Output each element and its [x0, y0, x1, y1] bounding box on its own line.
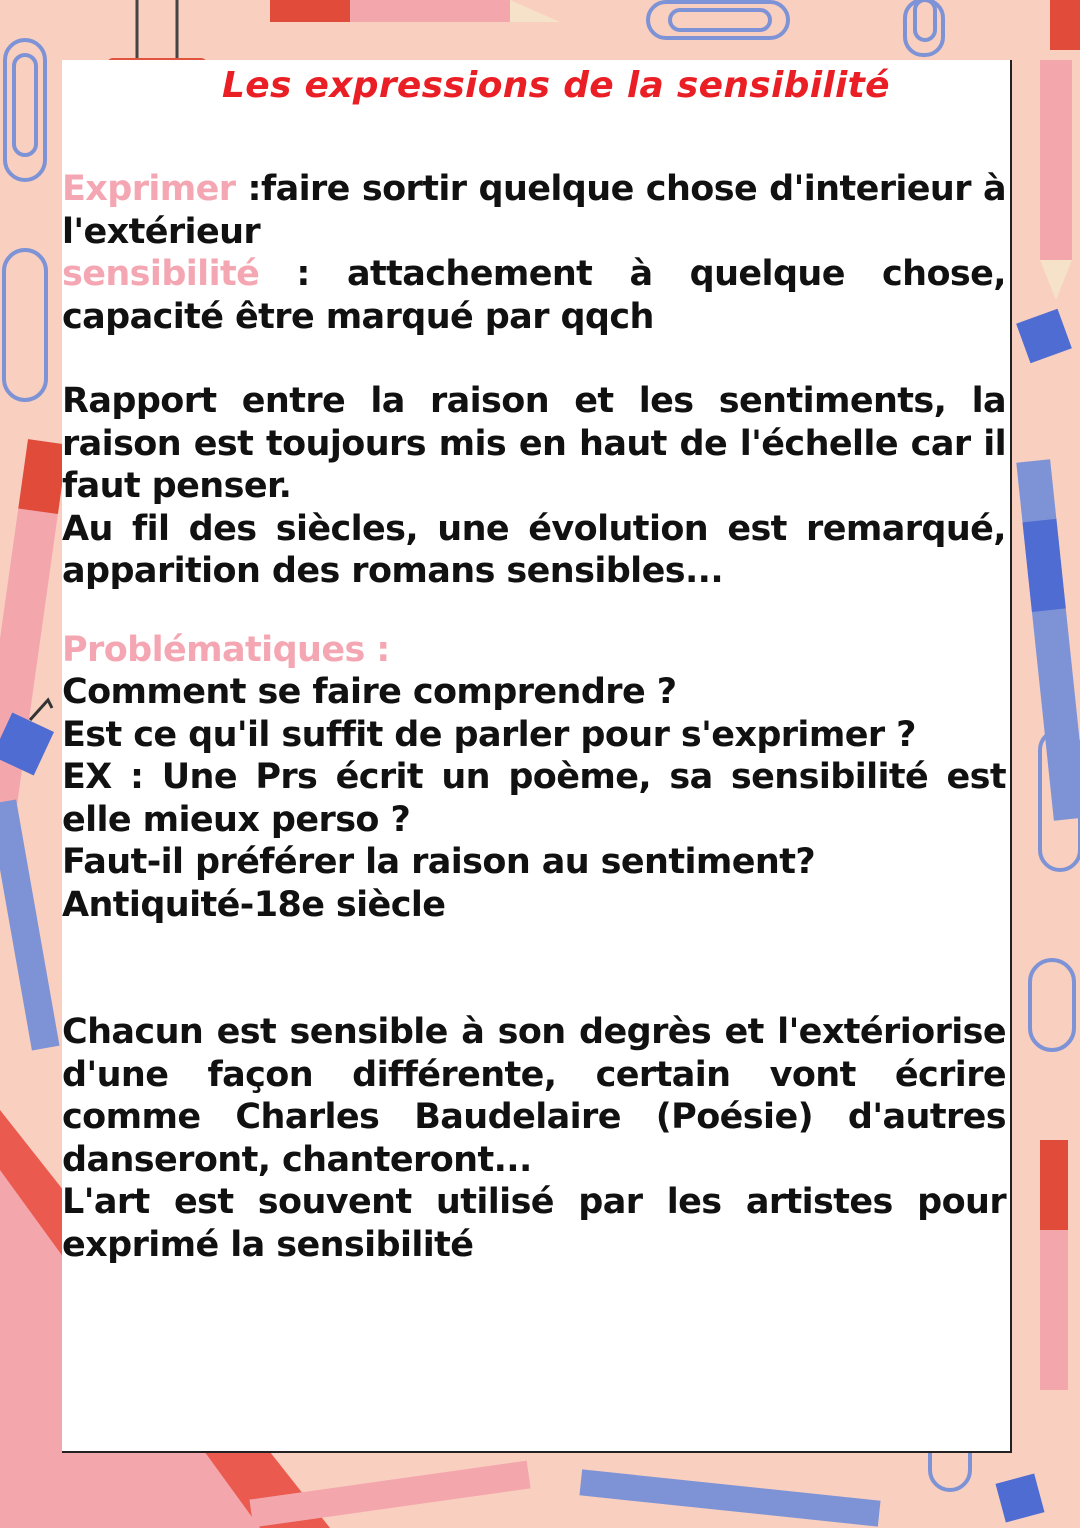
pencil-icon — [270, 0, 560, 22]
pencil-icon — [0, 799, 59, 1050]
problematique-line: Est ce qu'il suffit de parler pour s'exprimer ? — [62, 714, 916, 755]
paperclip-icon — [4, 250, 46, 400]
problematique-line: Faut-il préférer la raison au sentiment? — [62, 842, 816, 882]
definition-exprimer — [62, 168, 1006, 253]
paperclip-icon — [1030, 960, 1074, 1050]
paperclip-icon — [905, 0, 943, 55]
definition-sensibilite — [62, 253, 1006, 338]
term-label: Exprimer — [62, 169, 236, 209]
page-title: Les expressions de la sensibilité — [222, 65, 890, 106]
problematiques-heading: Problématiques : — [62, 629, 390, 670]
definition-text: :faire sortir quelque chose d'interieur à l'extérieur — [62, 169, 1006, 252]
problematique-line: Antiquité-18e siècle — [62, 884, 446, 925]
paperclip-icon — [5, 40, 45, 180]
paragraph: Rapport entre la raison et les sentiments, la raison est toujours mis en haut de l'échelle car il faut penser. — [62, 381, 1006, 506]
binder-clip-icon — [996, 1474, 1045, 1523]
term-label: sensibilité — [62, 254, 260, 294]
pencil-icon — [579, 1469, 880, 1526]
paragraph: Au fil des siècles, une évolution est remarqué, apparition des romans sensibles... — [62, 508, 1006, 591]
paperclip-icon — [648, 2, 788, 38]
binder-clip-icon — [1016, 309, 1072, 364]
problematique-line: EX : Une Prs écrit un poème, sa sensibilité est elle mieux perso ? — [62, 757, 1006, 840]
paragraph: L'art est souvent utilisé par les artistes pour exprimé la sensibilité — [62, 1182, 1006, 1265]
pencil-icon — [0, 439, 68, 841]
pencil-icon — [249, 1461, 530, 1528]
definition-text: : attachement à quelque chose, capacité être marqué par qqch — [62, 254, 1006, 337]
note-content — [62, 168, 1006, 1266]
pencil-icon — [1016, 459, 1080, 821]
pencil-icon — [1040, 1140, 1068, 1390]
paragraph: Chacun est sensible à son degrès et l'extériorise d'une façon différente, certain vont écrire comme Charles Baudelaire (Poésie) d'autres danseront, chanteront... — [62, 1012, 1006, 1180]
problematique-line: Comment se faire comprendre ? — [62, 672, 677, 712]
pencil-icon — [1040, 0, 1080, 300]
